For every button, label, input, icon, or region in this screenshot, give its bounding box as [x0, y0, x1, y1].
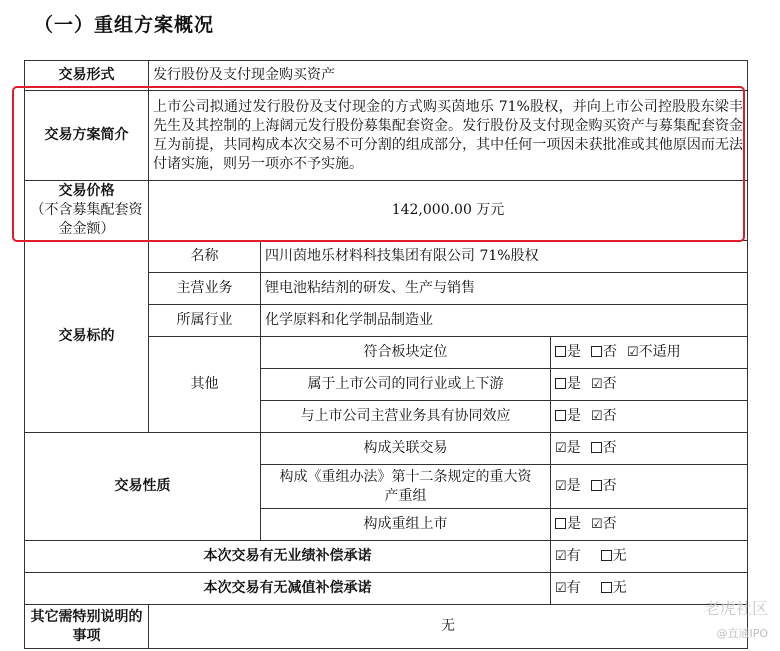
impairment-commitment-options: ☑有 无 — [551, 573, 748, 605]
row-plan-summary — [25, 91, 748, 181]
target-business-value: 锂电池粘结剂的研发、生产与销售 — [261, 273, 748, 305]
other-question: 与上市公司主营业务具有协同效应 — [261, 401, 551, 433]
section-heading: （一）重组方案概况 — [34, 14, 215, 36]
target-industry-label: 所属行业 — [149, 305, 261, 337]
transaction-target-label: 交易标的 — [25, 241, 149, 433]
other-matters-label: 其它需特别说明的事项 — [25, 605, 149, 649]
row-target-name — [25, 241, 748, 273]
checked-box-icon[interactable]: ☑ — [555, 548, 567, 564]
unchecked-box-icon[interactable] — [591, 442, 602, 453]
other-question: 符合板块定位 — [261, 337, 551, 369]
unchecked-box-icon[interactable] — [555, 346, 566, 357]
row-transaction-price — [25, 181, 748, 241]
row-performance-commitment — [25, 541, 748, 573]
nature-options: 是 ☑否 — [551, 509, 748, 541]
checked-box-icon[interactable]: ☑ — [627, 344, 639, 360]
unchecked-box-icon[interactable] — [601, 550, 612, 561]
unchecked-box-icon[interactable] — [591, 480, 602, 491]
unchecked-box-icon[interactable] — [591, 346, 602, 357]
checked-box-icon[interactable]: ☑ — [591, 516, 603, 532]
checked-box-icon[interactable]: ☑ — [555, 440, 567, 456]
unchecked-box-icon[interactable] — [601, 582, 612, 593]
nature-question: 构成关联交易 — [261, 433, 551, 465]
plan-summary-label: 交易方案简介 — [25, 91, 149, 181]
watermark-community: 老虎社区 — [703, 599, 768, 618]
row-nature-1 — [25, 433, 748, 465]
transaction-nature-label: 交易性质 — [25, 433, 261, 541]
other-options: 是 ☑否 — [551, 401, 748, 433]
restructuring-overview-table — [24, 60, 748, 649]
row-transaction-form — [25, 61, 748, 91]
transaction-price-label-cell — [25, 181, 149, 241]
other-options: 是 否 ☑不适用 — [551, 337, 748, 369]
target-name-label: 名称 — [149, 241, 261, 273]
unchecked-box-icon[interactable] — [555, 410, 566, 421]
watermark-handle: @直通IPO — [716, 627, 768, 640]
target-name-value: 四川茵地乐材料科技集团有限公司 71%股权 — [261, 241, 748, 273]
other-options: 是 ☑否 — [551, 369, 748, 401]
nature-options: ☑是 否 — [551, 465, 748, 509]
checked-box-icon[interactable]: ☑ — [591, 408, 603, 424]
transaction-price-value: 142,000.00 万元 — [149, 181, 748, 241]
target-business-label: 主营业务 — [149, 273, 261, 305]
checked-box-icon[interactable]: ☑ — [591, 376, 603, 392]
performance-commitment-label: 本次交易有无业绩补偿承诺 — [25, 541, 551, 573]
other-question: 属于上市公司的同行业或上下游 — [261, 369, 551, 401]
nature-options: ☑是 否 — [551, 433, 748, 465]
checked-box-icon[interactable]: ☑ — [555, 580, 567, 596]
transaction-price-label: 交易价格 — [58, 183, 115, 199]
plan-summary-value: 上市公司拟通过发行股份及支付现金的方式购买茵地乐 71%股权，并向上市公司控股股东梁丰先生及其控制的上海阔元发行股份募集配套资金。发行股份及支付现金购买资产与募集配套资金互为前提，共同构成本次交易不可分割的组成部分，其中任何一项因未获批准或其他原因而无法付诸实施，则另一项亦不予实施。 — [149, 91, 748, 181]
row-impairment-commitment — [25, 573, 748, 605]
target-other-label: 其他 — [149, 337, 261, 433]
impairment-commitment-label: 本次交易有无减值补偿承诺 — [25, 573, 551, 605]
nature-question: 构成重组上市 — [261, 509, 551, 541]
nature-question: 构成《重组办法》第十二条规定的重大资产重组 — [261, 465, 551, 509]
checked-box-icon[interactable]: ☑ — [555, 478, 567, 494]
row-other-matters — [25, 605, 748, 649]
other-matters-value: 无 — [149, 605, 748, 649]
transaction-price-note: （不含募集配套资金金额） — [30, 202, 143, 237]
performance-commitment-options: ☑有 无 — [551, 541, 748, 573]
unchecked-box-icon[interactable] — [555, 518, 566, 529]
target-industry-value: 化学原料和化学制品制造业 — [261, 305, 748, 337]
transaction-form-value: 发行股份及支付现金购买资产 — [149, 61, 748, 91]
transaction-form-label: 交易形式 — [25, 61, 149, 91]
unchecked-box-icon[interactable] — [555, 378, 566, 389]
